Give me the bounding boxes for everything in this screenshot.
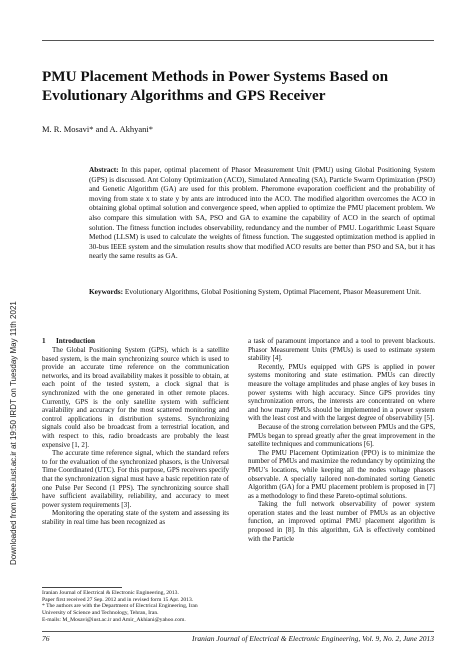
body-paragraph: Taking the full network observability of power system operation states and the least number of PMUs as an objective function, an improved optimal PMU placement algorithm is proposed in [8]. In this algorithm, GA is effectively combined with the Particle <box>248 500 435 543</box>
abstract-text: In this paper, optimal placement of Phasor Measurement Unit (PMU) using Global Positioning System (GPS) is discussed. Ant Colony Optimization (ACO), Simulated Annealing (SA), Particle Swarm Optimization (PSO) and Genetic Algorithm (GA) are used for this problem. Pheromone evaporation coefficient and the probability of moving from state x to state y by ants are introduced into the ACO. The modified algorithm overcomes the ACO in obtaining global optimal solution and convergence speed, when applied to optimize the PMU placement problem. We also compare this simulation with SA, PSO and GA to examine the capability of ACO in the search of optimal solution. The fitness function includes observability, redundancy and the number of PMU. Logarithmic Least Square Method (LLSM) is used to calculate the weights of fitness function. The suggested optimization method is applied in 30-bus IEEE system and the simulation results show that modified ACO results are better than PSO and SA, but it has nearly the same results as GA. <box>89 165 436 261</box>
body-paragraph: Recently, PMUs equipped with GPS is applied in power systems monitoring and state estimation. PMUs can directly measure the voltage amplitudes and phase angles of key buses in power systems with high accuracy. Since GPS provides tiny synchronization errors, the interests are concentrated on where and how many PMUs should be implemented in a power system with the least cost and with the largest degree of observability [5]. <box>248 362 435 423</box>
footnote-line: University of Science and Technology, Tehran, Iran. <box>42 610 159 617</box>
section-title: Introduction <box>56 337 96 345</box>
page-number: 76 <box>42 634 50 643</box>
abstract-label: Abstract: <box>89 165 119 174</box>
footnote-line: Paper first received 27 Sep. 2012 and in revised form 15 Apr. 2013. <box>42 596 194 603</box>
footer-rule <box>42 631 434 632</box>
authors: M. R. Mosavi* and A. Akhyani* <box>42 124 153 134</box>
section-number: 1 <box>42 337 46 345</box>
title-line: PMU Placement Methods in Power Systems Based on <box>42 68 389 85</box>
body-paragraph: Monitoring the operating state of the system and assessing its stability in real time has been recognized as <box>42 509 229 526</box>
keywords <box>89 287 435 297</box>
paper-title <box>42 67 442 105</box>
abstract <box>89 165 435 261</box>
footnote-line: * The authors are with the Department of Electrical Engineering, Iran <box>42 603 198 610</box>
section-heading <box>42 337 229 346</box>
footnote-rule <box>42 587 122 588</box>
header-rule <box>42 40 434 41</box>
right-column <box>248 337 435 543</box>
download-watermark: Downloaded from ijeee.iust.ac.ir at 19:50 IRDT on Tuesday May 11th 2021 <box>9 301 18 565</box>
footnote-line: Iranian Journal of Electrical & Electronic Engineering, 2013. <box>42 590 179 596</box>
footnote-line: E-mails: M_Mosavi@iust.ac.ir and Amir_Akhiani@yahoo.com. <box>42 616 186 623</box>
body-paragraph: Because of the strong correlation between PMUs and the GPS, PMUs began to spread greatly after the great improvement in the satellite techniques and communications [6]. <box>248 422 435 449</box>
keywords-label: Keywords: <box>89 287 124 296</box>
body-paragraph: The Global Positioning System (GPS), which is a satellite based system, is the main synchronizing source which is used to provide an accurate time reference on the communication networks, and its broad availability makes it possible to obtain, at each point of the tested system, a clock signal that is synchronized with the one generated in other remote places. Currently, GPS is the only satellite system with sufficient availability and accuracy for the most scattered monitoring and control applications in distribution systems. Synchronizing signals could also be broadcast from a terrestrial location, and with respect to this, radio broadcasts are probably the least expensive [1, 2]. <box>42 346 229 449</box>
title-line: Evolutionary Algorithms and GPS Receiver <box>42 87 326 104</box>
body-paragraph: The accurate time reference signal, which the standard refers to for the evaluation of the synchronized phasors, is the Universal Time Coordinated (UTC). For this purpose, GPS receivers specify that the synchronization signal must have a basic repetition rate of one Pulse Per Second (1 PPS). The synchronizing source shall have sufficient availability, reliability, and accuracy to meet power system requirements [3]. <box>42 449 229 509</box>
body-paragraph: a task of paramount importance and a tool to prevent blackouts. Phasor Measurement Units (PMUs) is used to estimate system stability [4]. <box>248 337 435 363</box>
keywords-text: Evolutionary Algorithms, Global Positioning System, Optimal Placement, Phasor Measurement Unit. <box>124 287 421 296</box>
left-column <box>42 337 229 526</box>
journal-footer: Iranian Journal of Electrical & Electronic Engineering, Vol. 9, No. 2, June 2013 <box>192 634 434 643</box>
footnotes <box>42 590 242 624</box>
body-paragraph: The PMU Placement Optimization (PPO) is to minimize the number of PMUs and maximize the redundancy by optimizing the PMU’s locations, while keeping all the nodes voltage phasors observable. A specially tailored non-dominated sorting Genetic Algorithm (GA) for a PMU placement problem is proposed in [7] as a methodology to find these Pareto-optimal solutions. <box>248 448 435 500</box>
